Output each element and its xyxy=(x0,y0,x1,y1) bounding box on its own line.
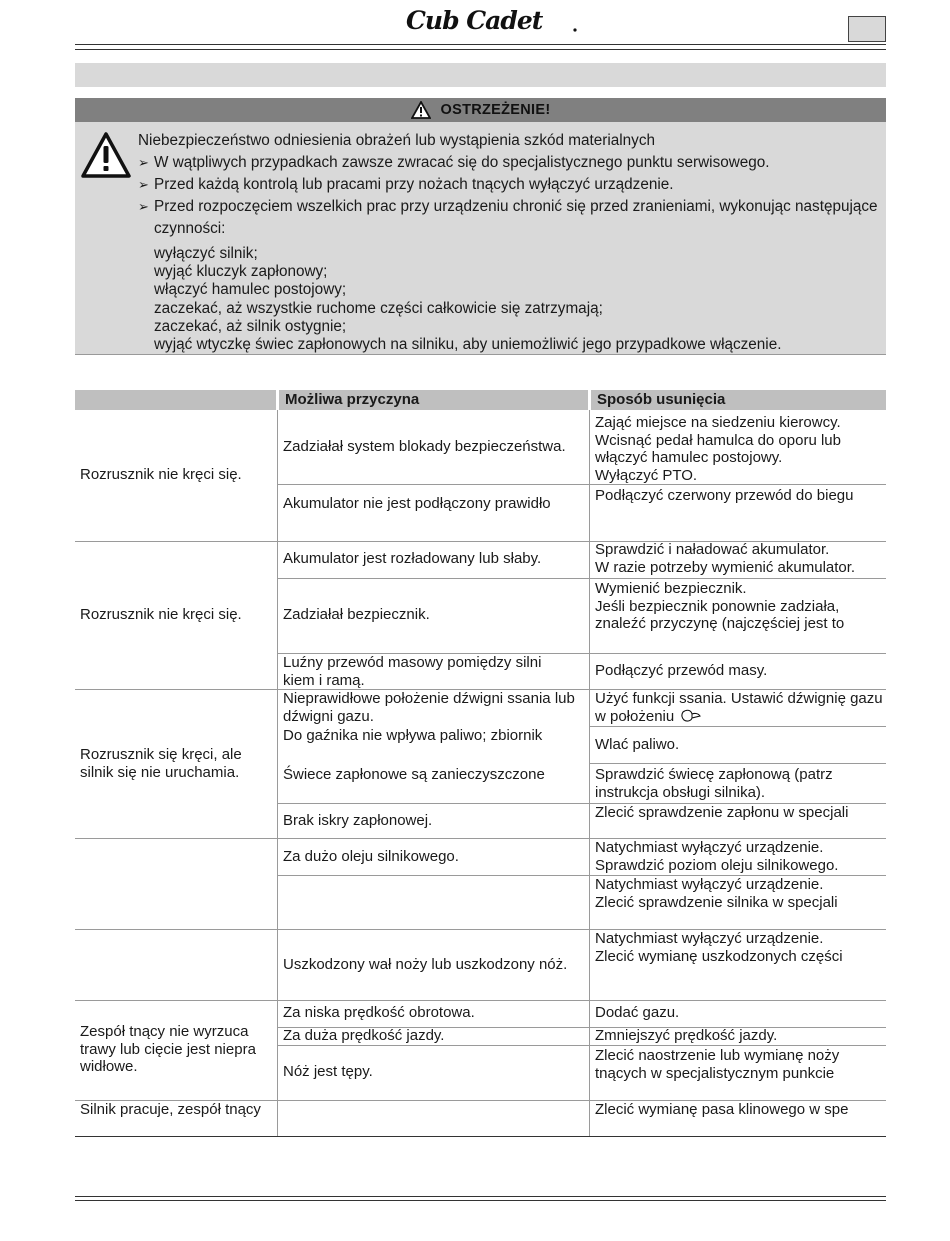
cause-cell: Świece zapłonowe są zanieczyszczone xyxy=(283,766,545,783)
remedy-cell: Wymienić bezpiecznik. Jeśli bezpiecznik ponownie zadziała, znaleźć przyczynę (najczęściej jest to xyxy=(595,580,845,632)
warning-step: zaczekać, aż wszystkie ruchome części całkowicie się zatrzymają; xyxy=(154,299,603,317)
header-cause: Możliwa przyczyna xyxy=(279,390,588,410)
problem-cell: Rozrusznik nie kręci się. xyxy=(80,606,242,623)
row-divider xyxy=(590,763,886,764)
cause-cell: Brak iskry zapłonowej. xyxy=(283,812,433,829)
cause-cell: Za dużo oleju silnikowego. xyxy=(283,848,459,865)
cause-cell: Nóż jest tępy. xyxy=(283,1063,373,1080)
warning-step: zaczekać, aż silnik ostygnie; xyxy=(154,317,347,335)
table-bottom-rule xyxy=(75,1136,886,1137)
warning-triangle-icon xyxy=(80,131,132,179)
group-divider xyxy=(75,1000,886,1001)
warning-bullet: ➢ Przed każdą kontrolą lub pracami przy nożach tnących wyłączyć urządzenie. xyxy=(138,174,883,196)
cause-cell: Akumulator jest rozładowany lub słaby. xyxy=(283,550,542,567)
svg-text:Cub Cadet: Cub Cadet xyxy=(406,6,543,35)
remedy-cell: Natychmiast wyłączyć urządzenie. Zlecić wymianę uszkodzonych części xyxy=(595,930,843,965)
remedy-cell: Sprawdzić świecę zapłonową (patrz instrukcja obsługi silnika). xyxy=(595,766,833,801)
arrow-bullet-icon: ➢ xyxy=(138,199,149,214)
remedy-cell: Podłączyć przewód masy. xyxy=(595,662,768,679)
warning-step: wyjąć wtyczkę świec zapłonowych na silniku, aby uniemożliwić jego przypadkowe włączenie. xyxy=(154,336,782,354)
warning-small-icon xyxy=(411,101,431,119)
cause-cell: Do gaźnika nie wpływa paliwo; zbiornik xyxy=(283,727,543,744)
row-divider xyxy=(278,578,886,579)
warning-lead: Niebezpieczeństwo odniesienia obrażeń lub wystąpienia szkód materialnych xyxy=(138,132,655,149)
cause-cell: Zadziałał bezpiecznik. xyxy=(283,606,430,623)
cause-cell: Za niska prędkość obrotowa. xyxy=(283,1004,475,1021)
arrow-bullet-icon: ➢ xyxy=(138,177,149,192)
cause-cell: Za duża prędkość jazdy. xyxy=(283,1027,445,1044)
problem-cell: Rozrusznik się kręci, ale silnik się nie uruchamia. xyxy=(80,746,242,781)
remedy-cell: Zlecić sprawdzenie zapłonu w specjali xyxy=(595,804,849,821)
cause-cell: Uszkodzony wał noży lub uszkodzony nóż. xyxy=(283,956,568,973)
problem-cell: Silnik pracuje, zespół tnący xyxy=(80,1101,261,1118)
table-header xyxy=(75,390,886,410)
warning-header xyxy=(75,98,886,122)
header-remedy: Sposób usunięcia xyxy=(591,390,886,410)
cub-cadet-logo xyxy=(404,6,579,36)
warning-steps xyxy=(154,245,781,354)
warning-text xyxy=(138,130,883,240)
row-divider xyxy=(590,726,886,727)
warning-bullet: ➢ W wątpliwych przypadkach zawsze zwracać się do specjalistycznego punktu serwisowego. xyxy=(138,152,883,174)
remedy-cell: Zlecić wymianę pasa klinowego w spe xyxy=(595,1101,849,1118)
warning-step: wyłączyć silnik; xyxy=(154,245,258,262)
remedy-cell: Natychmiast wyłączyć urządzenie. Zlecić sprawdzenie silnika w specjali xyxy=(595,876,838,911)
warning-bullet: ➢ Przed rozpoczęciem wszelkich prac przy urządzeniu chronić się przed zranieniami, wykonując następujące czynności: xyxy=(138,196,883,240)
throttle-choke-icon xyxy=(680,709,702,723)
remedy-cell: Użyć funkcji ssania. Ustawić dźwignię gazu w położeniu xyxy=(595,690,883,725)
cause-cell: Nieprawidłowe położenie dźwigni ssania lub dźwigni gazu. xyxy=(283,690,575,725)
remedy-cell: Zmniejszyć prędkość jazdy. xyxy=(595,1027,778,1044)
problem-cell: Rozrusznik nie kręci się. xyxy=(80,466,242,483)
warning-step: wyjąć kluczyk zapłonowy; xyxy=(154,263,328,281)
cause-cell: Zadziałał system blokady bezpieczeństwa. xyxy=(283,438,566,455)
remedy-cell: Natychmiast wyłączyć urządzenie. Sprawdzić poziom oleju silnikowego. xyxy=(595,839,839,874)
remedy-cell: Sprawdzić i naładować akumulator. W razie potrzeby wymienić akumulator. xyxy=(595,541,856,576)
cause-cell: Akumulator nie jest podłączony prawidło xyxy=(283,495,551,512)
section-title-bar xyxy=(75,63,886,87)
warning-title: OSTRZEŻENIE! xyxy=(440,102,551,118)
row-divider xyxy=(278,484,886,485)
warning-step: włączyć hamulec postojowy; xyxy=(154,281,347,299)
page-number-box xyxy=(848,16,886,42)
remedy-cell: Wlać paliwo. xyxy=(595,736,680,753)
arrow-bullet-icon: ➢ xyxy=(138,155,149,170)
remedy-cell: Zlecić naostrzenie lub wymianę noży tnących w specjalistycznym punkcie xyxy=(595,1047,840,1082)
remedy-cell: Zająć miejsce na siedzeniu kierowcy. Wcisnąć pedał hamulca do oporu lub włączyć hamulec postojowy. Wyłączyć PTO. xyxy=(595,414,841,484)
header-rule xyxy=(75,44,886,50)
row-divider xyxy=(278,1045,886,1046)
problem-cell: Zespół tnący nie wyrzuca trawy lub cięcie jest niepra widłowe. xyxy=(80,1023,256,1075)
remedy-cell: Dodać gazu. xyxy=(595,1004,680,1021)
remedy-cell: Podłączyć czerwony przewód do biegu xyxy=(595,487,854,504)
header-problem xyxy=(75,390,276,410)
cause-cell: Luźny przewód masowy pomiędzy silni kiem i ramą. xyxy=(283,654,542,689)
footer-rule xyxy=(75,1196,886,1201)
